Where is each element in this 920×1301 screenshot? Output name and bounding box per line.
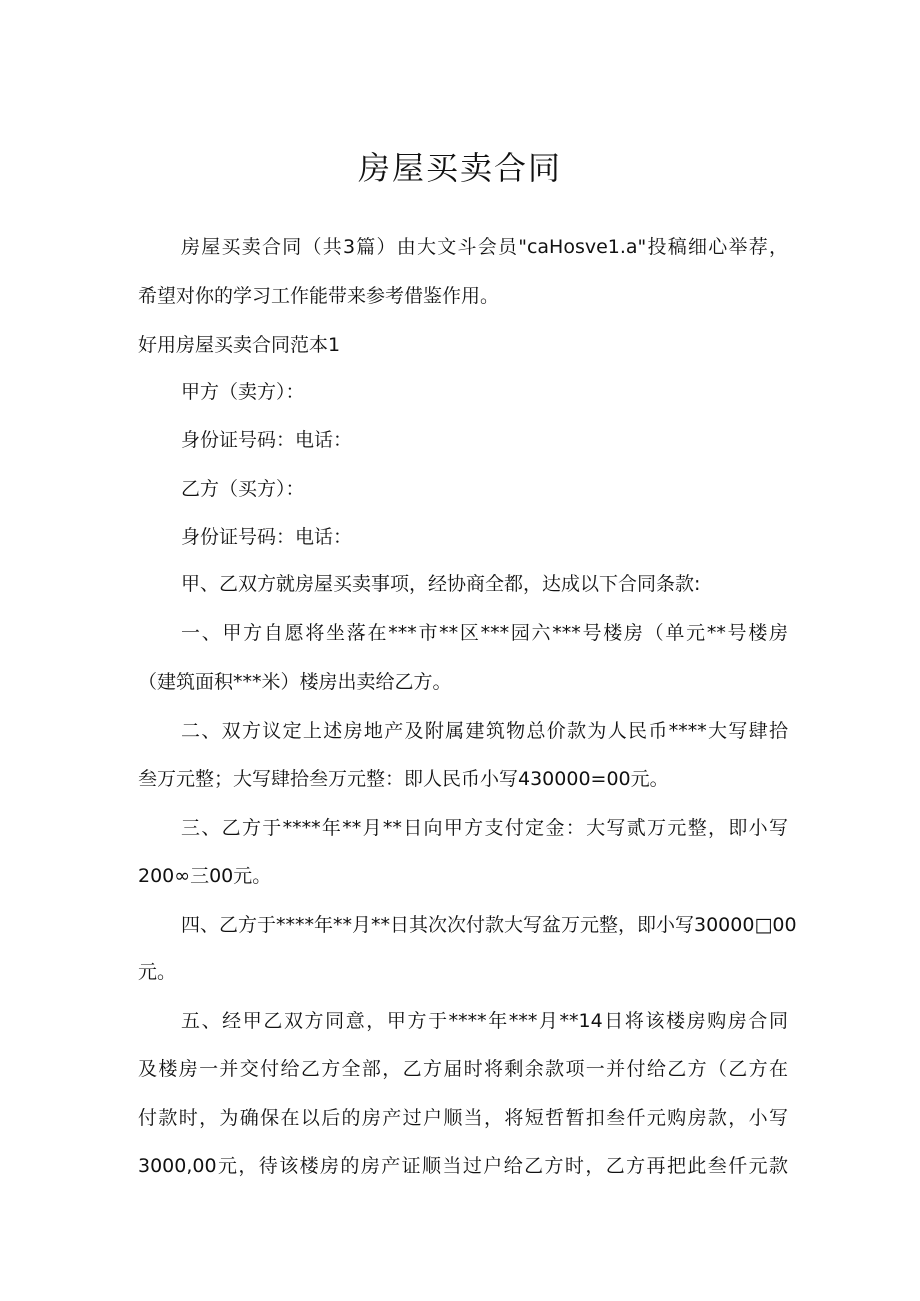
section-heading: 好用房屋买卖合同范本1 (138, 334, 341, 356)
party-b-id-phone: 身份证号码：电话： (181, 526, 353, 548)
clause-2-line-1: 二、双方议定上述房地产及附属建筑物总价款为人民币****大写肆拾 (181, 720, 788, 742)
clause-3-line-2: 200∞三00元。 (138, 865, 272, 887)
intro-line-2: 希望对你的学习工作能带来参考借鉴作用。 (138, 285, 500, 307)
clause-5-line-4: 3000,00元，待该楼房的房产证顺当过户给乙方时，乙方再把此叁仟元款 (138, 1155, 788, 1177)
clause-5-line-2: 及楼房一并交付给乙方全部，乙方届时将剩余款项一并付给乙方（乙方在 (138, 1058, 788, 1080)
clause-4-line-1: 四、乙方于****年**月**日其次次付款大写盆万元整，即小写30000□00 (181, 914, 797, 936)
clause-1-line-1: 一、甲方自愿将坐落在***市**区***园六***号楼房（单元**号楼房 (181, 622, 788, 644)
party-b-label: 乙方（买方）： (181, 478, 305, 500)
clause-5-line-1: 五、经甲乙双方同意，甲方于****年***月**14日将该楼房购房合同 (181, 1010, 788, 1032)
party-a-id-phone: 身份证号码：电话： (181, 429, 353, 451)
clause-1-line-2: （建筑面积***米）楼房出卖给乙方。 (138, 671, 452, 693)
intro-line-1: 房屋买卖合同（共3篇）由大文斗会员"caHosve1.a"投稿细心举荐， (181, 236, 788, 258)
agreement-intro: 甲、乙双方就房屋买卖事项，经协商全都，达成以下合同条款: (181, 573, 701, 595)
clause-2-line-2: 叁万元整；大写肆拾叁万元整：即人民币小写430000=00元。 (138, 768, 669, 790)
party-a-label: 甲方（卖方）： (181, 381, 305, 403)
clause-3-line-1: 三、乙方于****年**月**日向甲方支付定金：大写贰万元整，即小写 (181, 817, 788, 839)
clause-4-line-2: 元。 (138, 961, 177, 983)
document-title: 房屋买卖合同 (357, 149, 562, 187)
clause-5-line-3: 付款时，为确保在以后的房产过户顺当，将短哲暂扣叁仟元购房款，小写 (138, 1107, 788, 1129)
